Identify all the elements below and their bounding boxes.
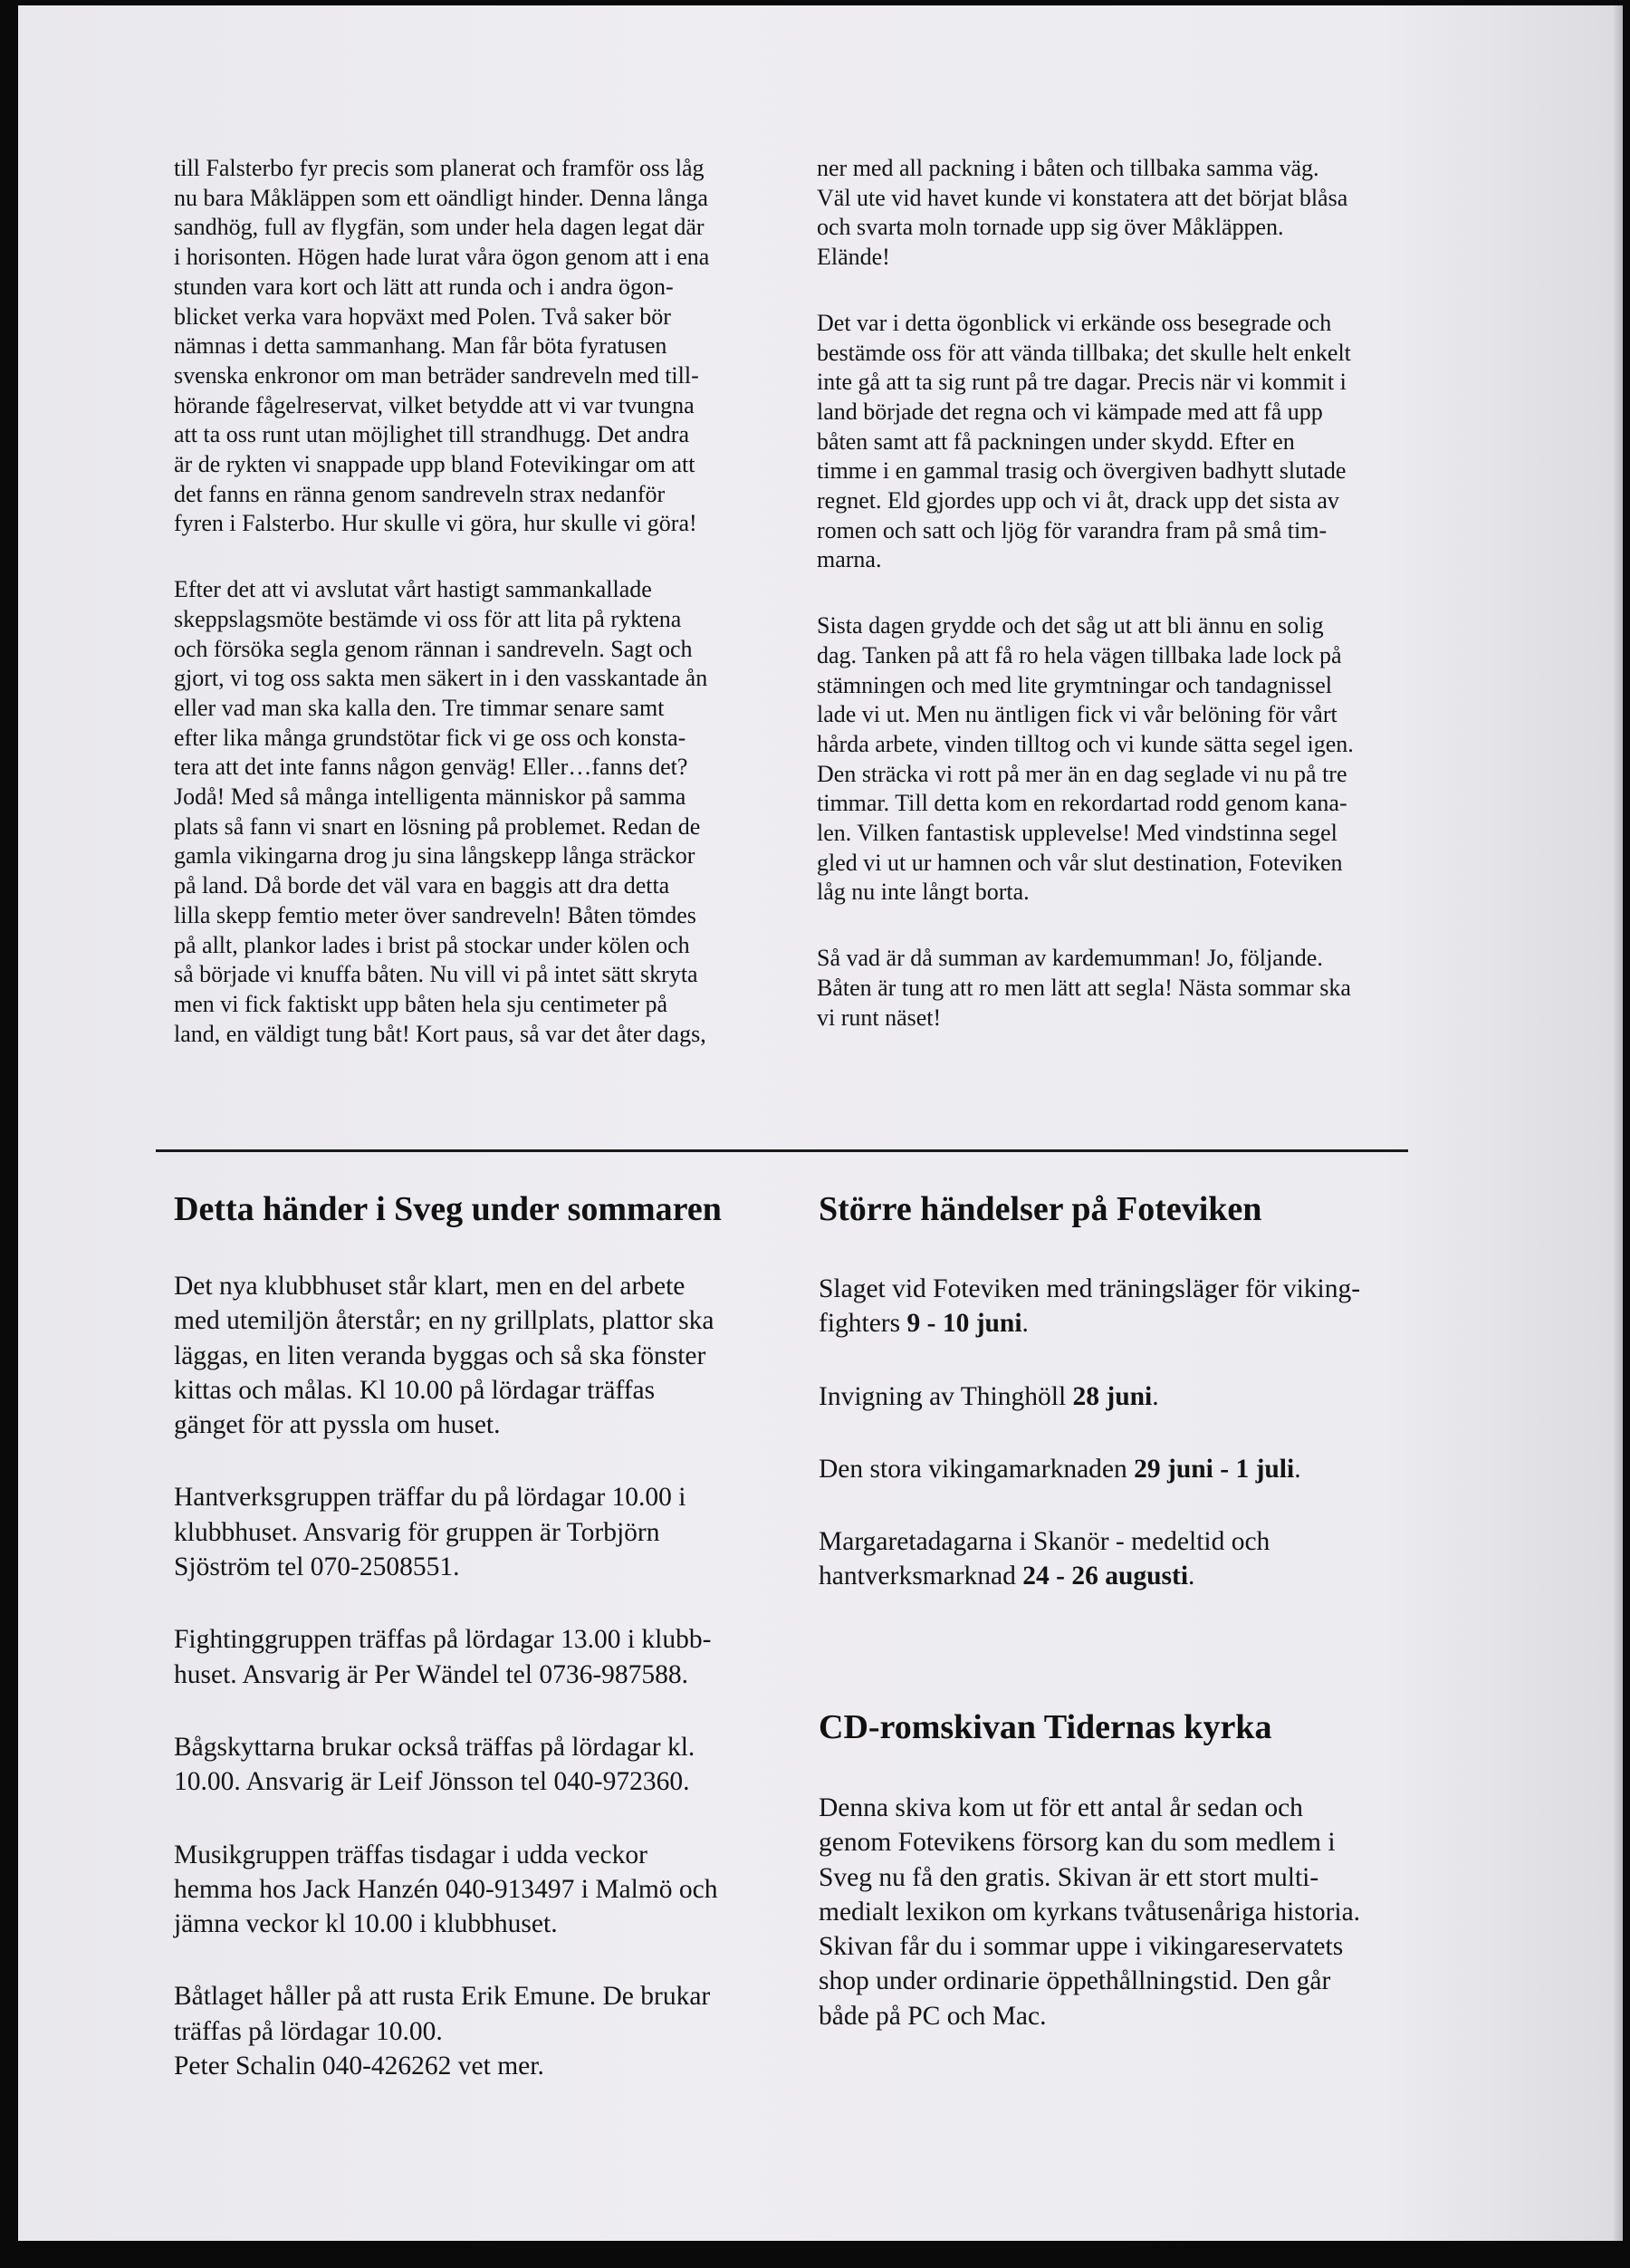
text-line: bestämde oss för att vända tillbaka; det skulle helt enkelt xyxy=(817,339,1351,366)
text-line: är de rykten vi snappade upp bland Fotevikingar om att xyxy=(174,451,695,478)
text-line xyxy=(819,1559,1443,1593)
paragraph xyxy=(174,1480,799,1584)
cdrom-heading: CD-romskivan Tidernas kyrka xyxy=(819,1708,1272,1746)
text-line: klubbhuset. Ansvarig för gruppen är Torbjörn xyxy=(174,1517,660,1547)
paragraph xyxy=(174,1979,799,2083)
text-line: nämnas i detta sammanhang. Man får böta fyratusen xyxy=(174,332,667,360)
text-segment: fighters xyxy=(819,1309,907,1339)
text-line: både på PC och Mac. xyxy=(819,2001,1047,2031)
sveg-heading: Detta händer i Sveg under sommaren xyxy=(174,1190,722,1228)
foteviken-heading: Större händelser på Foteviken xyxy=(819,1190,1262,1228)
paragraph xyxy=(817,611,1433,908)
text-segment: . xyxy=(1021,1309,1029,1339)
foteviken-events xyxy=(819,1272,1443,1632)
text-line: timme i en gammal trasig och övergiven badhytt slutade xyxy=(817,457,1347,485)
paragraph xyxy=(174,1622,799,1692)
article-left-column xyxy=(174,154,790,1085)
paragraph xyxy=(817,944,1433,1033)
text-line: läggas, en liten veranda byggas och så ska fönster xyxy=(174,1341,706,1370)
text-line: gamla vikingarna drog ju sina långskepp långa sträckor xyxy=(174,842,695,870)
paragraph xyxy=(174,1730,799,1800)
paragraph xyxy=(819,1452,1443,1486)
text-line: svenska enkronor om man beträder sandreveln med till- xyxy=(174,361,699,389)
text-line: eller vad man ska kalla den. Tre timmar senare samt xyxy=(174,694,665,721)
text-line: skeppslagsmöte bestämde vi oss för att lita på ryktena xyxy=(174,605,682,632)
text-line xyxy=(819,1272,1443,1306)
paragraph xyxy=(174,575,790,1049)
text-segment: Invigning av Thinghöll xyxy=(819,1381,1073,1411)
text-line: tera att det inte fanns någon genväg! Eller…fanns det? xyxy=(174,754,688,781)
text-line: Elände! xyxy=(817,244,890,271)
text-line: fyren i Falsterbo. Hur skulle vi göra, hur skulle vi göra! xyxy=(174,510,697,537)
text-line: Så vad är då summan av kardemumman! Jo, följande. xyxy=(817,945,1323,972)
text-line: ner med all packning i båten och tillbaka samma väg. xyxy=(817,155,1319,181)
text-line: shop under ordinarie öppethållningstid. Den går xyxy=(819,1966,1331,1996)
text-line: 10.00. Ansvarig är Leif Jönsson tel 040-972360. xyxy=(174,1767,690,1797)
text-line: vi runt näset! xyxy=(817,1004,942,1031)
event-date: 28 juni xyxy=(1072,1381,1153,1411)
text-line: efter lika många grundstötar fick vi ge oss och konsta- xyxy=(174,724,686,751)
text-line: Efter det att vi avslutat vårt hastigt sammankallade xyxy=(174,576,652,603)
text-line: Fightinggruppen träffas på lördagar 13.00 i klubb- xyxy=(174,1625,712,1655)
text-line: Hantverksgruppen träffar du på lördagar 10.00 i xyxy=(174,1483,686,1513)
text-line: att ta oss runt utan möjlighet till strandhugg. Det andra xyxy=(174,421,690,448)
text-line xyxy=(819,1524,1443,1559)
text-line: men vi fick faktiskt upp båten hela sju centimeter på xyxy=(174,990,668,1017)
text-line: med utemiljön återstår; en ny grillplats, plattor ska xyxy=(174,1306,714,1336)
text-line: Det nya klubbhuset står klart, men en del arbete xyxy=(174,1272,686,1301)
article-right-column xyxy=(817,154,1433,1069)
text-segment: Margaretadagarna i Skanör - medeltid och xyxy=(819,1527,1270,1557)
text-line: lade vi ut. Men nu äntligen fick vi vår belöning för vårt xyxy=(817,701,1338,728)
paragraph xyxy=(819,1791,1443,2033)
text-line: land, en väldigt tung båt! Kort paus, så var det åter dags, xyxy=(174,1020,706,1047)
text-line: Denna skiva kom ut för ett antal år sedan och xyxy=(819,1793,1303,1822)
text-line: hörande fågelreservat, vilket betydde att vi var tvungna xyxy=(174,391,695,418)
text-segment: hantverksmarknad xyxy=(819,1562,1023,1591)
text-line xyxy=(819,1379,1443,1414)
text-line: Väl ute vid havet kunde vi konstatera att det börjat blåsa xyxy=(817,184,1348,211)
paper-edge xyxy=(1614,5,1623,2241)
paragraph xyxy=(817,309,1433,575)
paragraph xyxy=(174,154,790,539)
text-line: jämna veckor kl 10.00 i klubbhuset. xyxy=(174,1909,558,1939)
text-line: på allt, plankor lades i brist på stockar under kölen och xyxy=(174,931,690,958)
text-line: träffas på lördagar 10.00. xyxy=(174,2016,443,2046)
text-line: Den sträcka vi rott på mer än en dag seglade vi nu på tre xyxy=(817,760,1347,787)
text-line: Musikgruppen träffas tisdagar i udda veckor xyxy=(174,1840,647,1869)
paragraph xyxy=(174,1838,799,1942)
text-line: Sjöström tel 070-2508551. xyxy=(174,1552,460,1582)
text-line: Bågskyttarna brukar också träffas på lördagar kl. xyxy=(174,1732,695,1762)
text-line: huset. Ansvarig är Per Wändel tel 0736-987588. xyxy=(174,1659,689,1689)
text-line: så började vi knuffa båten. Nu vill vi på intet sätt skryta xyxy=(174,961,698,988)
text-segment: Den stora vikingamarknaden xyxy=(819,1454,1135,1484)
text-line: Båtlaget håller på att rusta Erik Emune. De brukar xyxy=(174,1982,711,2012)
text-line: medialt lexikon om kyrkans tvåtusenåriga historia. xyxy=(819,1897,1361,1927)
text-line: gled vi ut ur hamnen och vår slut destination, Foteviken xyxy=(817,849,1343,876)
text-line xyxy=(819,1452,1443,1486)
text-line: plats så fann vi snart en lösning på problemet. Redan de xyxy=(174,812,701,840)
paragraph xyxy=(174,1269,799,1442)
text-line: len. Vilken fantastisk upplevelse! Med vindstinna segel xyxy=(817,820,1338,847)
paragraph xyxy=(819,1272,1443,1341)
text-line: Båten är tung att ro men lätt att segla! Nästa sommar ska xyxy=(817,974,1351,1001)
text-line: timmar. Till detta kom en rekordartad rodd genom kana- xyxy=(817,790,1347,817)
text-line: Sveg nu få den gratis. Skivan är ett stort multi- xyxy=(819,1862,1319,1892)
text-line: på land. Då borde det väl vara en baggis att dra detta xyxy=(174,872,670,899)
paragraph xyxy=(819,1524,1443,1594)
text-line: Skivan får du i sommar uppe i vikingareservatets xyxy=(819,1932,1344,1962)
text-line: och försöka segla genom rännan i sandreveln. Sagt och xyxy=(174,635,693,662)
text-line: och svarta moln tornade upp sig över Måkläppen. xyxy=(817,214,1284,241)
text-segment: . xyxy=(1152,1381,1159,1411)
text-line: låg nu inte långt borta. xyxy=(817,879,1030,906)
sveg-body xyxy=(174,1269,799,2121)
event-date: 9 - 10 juni xyxy=(906,1309,1022,1339)
text-line: sandhög, full av flygfän, som under hela dagen legat där xyxy=(174,214,705,241)
text-line: Sista dagen grydde och det såg ut att bli ännu en solig xyxy=(817,612,1324,639)
text-segment: Slaget vid Foteviken med träningsläger för viking- xyxy=(819,1274,1361,1303)
text-line: stunden vara kort och lätt att runda och i andra ögon- xyxy=(174,273,674,300)
text-line: i horisonten. Högen hade lurat våra ögon genom att i ena xyxy=(174,244,710,271)
text-line: nu bara Måkläppen som ett oändligt hinder. Denna långa xyxy=(174,184,708,211)
text-line: det fanns en ränna genom sandreveln strax nedanför xyxy=(174,480,666,507)
cdrom-body xyxy=(819,1791,1443,2071)
text-line: regnet. Eld gjordes upp och vi åt, drack upp det sista av xyxy=(817,487,1339,514)
text-line: kittas och målas. Kl 10.00 på lördagar träffas xyxy=(174,1375,656,1405)
text-line: inte gå att ta sig runt på tre dagar. Precis när vi kommit i xyxy=(817,369,1347,396)
text-line: dag. Tanken på att få ro hela vägen tillbaka lade lock på xyxy=(817,641,1342,668)
text-line: till Falsterbo fyr precis som planerat och framför oss låg xyxy=(174,155,705,181)
paragraph xyxy=(819,1379,1443,1414)
text-line: hårda arbete, vinden tilltog och vi kunde sätta segel igen. xyxy=(817,730,1354,757)
text-line: hemma hos Jack Hanzén 040-913497 i Malmö och xyxy=(174,1874,718,1904)
text-line: land började det regna och vi kämpade med att få upp xyxy=(817,398,1323,425)
text-line: blicket verka vara hopväxt med Polen. Två saker bör xyxy=(174,303,671,330)
text-line xyxy=(819,1306,1443,1341)
text-line: lilla skepp femtio meter över sandreveln! Båten tömdes xyxy=(174,901,696,928)
text-line: romen och satt och ljög för varandra fram på små tim- xyxy=(817,516,1328,543)
text-line: stämningen och med lite grymtningar och tandagnissel xyxy=(817,671,1332,698)
text-line: Jodå! Med så många intelligenta människor på samma xyxy=(174,783,686,811)
text-line: gänget för att pyssla om huset. xyxy=(174,1410,501,1440)
text-line: gjort, vi tog oss sakta men säkert in i den vasskantade ån xyxy=(174,665,708,692)
text-line: Det var i detta ögonblick vi erkände oss besegrade och xyxy=(817,309,1332,336)
text-line: genom Fotevikens försorg kan du som medlem i xyxy=(819,1828,1336,1858)
section-divider xyxy=(156,1149,1408,1152)
text-segment: . xyxy=(1294,1454,1301,1484)
text-line: marna. xyxy=(817,546,882,573)
event-date: 24 - 26 augusti xyxy=(1022,1562,1189,1591)
text-line: Peter Schalin 040-426262 vet mer. xyxy=(174,2052,544,2081)
event-date: 29 juni - 1 juli xyxy=(1134,1454,1295,1484)
text-segment: . xyxy=(1188,1562,1195,1591)
text-line: båten samt att få packningen under skydd. Efter en xyxy=(817,428,1295,455)
paragraph xyxy=(817,154,1433,273)
